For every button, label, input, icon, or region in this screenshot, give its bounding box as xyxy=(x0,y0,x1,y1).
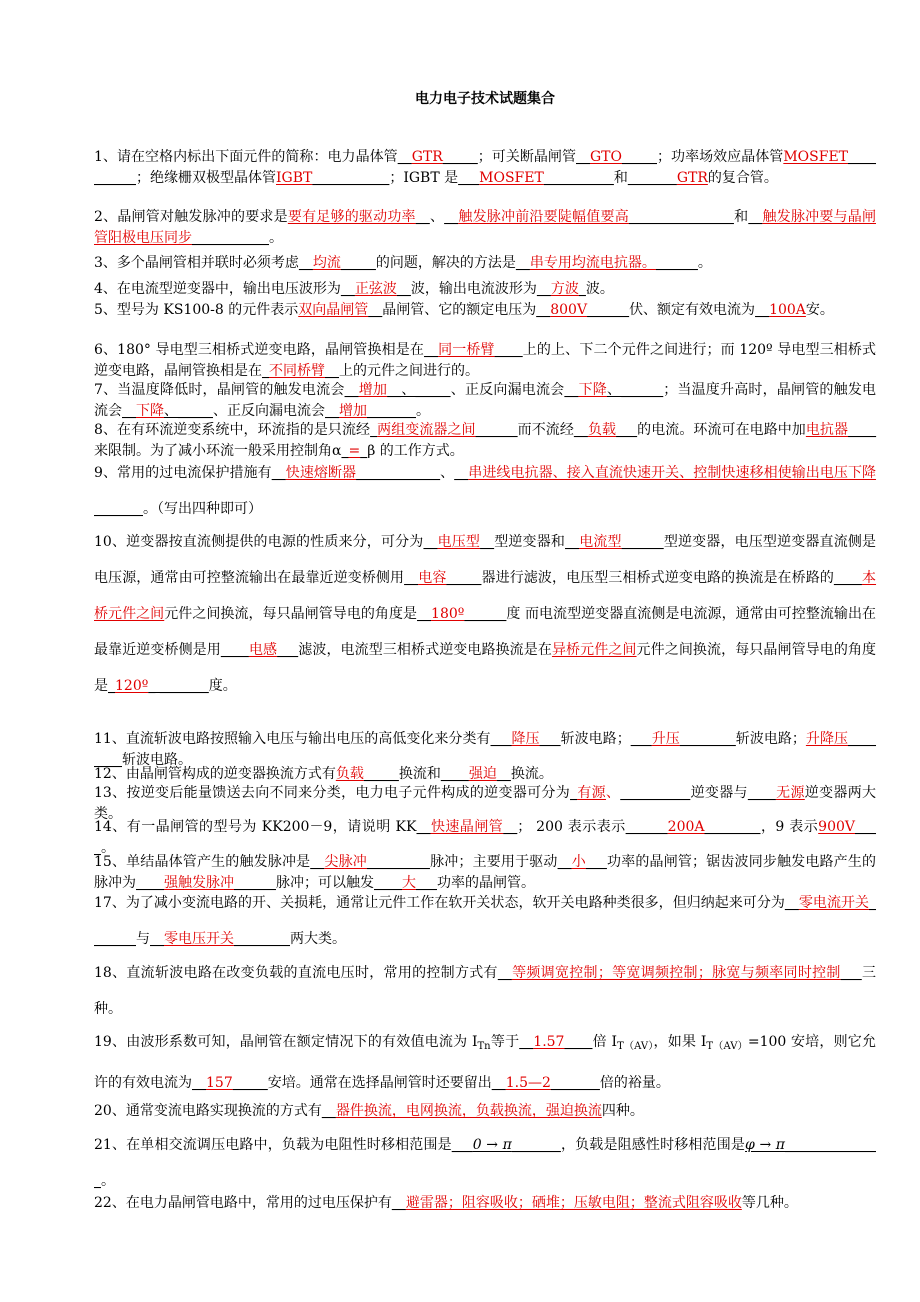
q20-answer-1: 器件换流，电网换流，负载换流，强迫换流 xyxy=(335,1103,602,1119)
q13-answer-1: 有源 xyxy=(577,785,606,801)
q15-text-4: 脉冲；可以触发 xyxy=(276,874,374,891)
q10-answer-4: 本桥元件之间 xyxy=(94,570,877,622)
q18-text-1: 18、直流斩波电路在改变负载的直流电压时，常用的控制方式有 xyxy=(94,965,498,981)
q5-answer-2: 800V xyxy=(550,302,588,318)
q12-text-2: 换流和 xyxy=(398,766,441,782)
q1-answer-3: MOSFET xyxy=(783,149,849,165)
q10-answer-8: 120º xyxy=(115,678,149,694)
q8-answer-4: = xyxy=(348,442,361,459)
q17-text-3: 两大类。 xyxy=(290,931,346,947)
q3-answer-1: 均流 xyxy=(312,255,341,271)
question-20: 20、通常变流电路实现换流的方式有__器件换流，电网换流，负载换流，强迫换流四种。 xyxy=(94,1103,644,1119)
question-5: 5、型号为 KS100-8 的元件表示双向晶闸管__晶闸管、它的额定电压为__800V______伏、额定有效电流为__100A安。 xyxy=(94,302,834,318)
q15-answer-3: 强触发脉冲 xyxy=(164,874,234,891)
q10-text-3: 型逆变器，电压型逆变器直流侧是电压源，通常由可控整流输出在最靠近逆变桥侧用 xyxy=(94,534,877,586)
question-12: 12、由晶闸管构成的逆变器换流方式有负载_____换流和____强迫__换流。 xyxy=(94,766,553,782)
q1-text-6: 和 xyxy=(613,169,628,186)
q4-text-1: 4、在电流型逆变器中，输出电压波形为 xyxy=(94,281,341,297)
q9-text-1: 9、常用的过电流保护措施有 xyxy=(94,465,272,481)
q19-text-5: =100 安培，则它允许的有效电流为 xyxy=(94,1034,877,1091)
q19-subscript-2: T（AV） xyxy=(617,1041,654,1052)
q8-text-1: 8、在有环流逆变系统中，环流指的是只流经 xyxy=(94,422,371,438)
q2-answer-1: 要有足够的驱动功率 xyxy=(287,209,416,225)
q17-text-1: 17、为了减小变流电路的开、关损耗，通常让元件工作在软开关状态，软开关电路种类很多，但归纳起来可分为 xyxy=(94,895,785,911)
q7-answer-4: 增加 xyxy=(339,402,367,419)
q6-text-3: 上的元件之间进行的。 xyxy=(339,362,479,379)
q7-text-4: 、正反向漏电流会 xyxy=(213,402,325,419)
question-8: 8、在有环流逆变系统中，环流指的是只流经_两组变流器之间______而不流经__负载___的电流。环流可在电路中加电抗器____来限制。为了减小环流一般采用控制角α_=_β 的工作方式。 xyxy=(94,422,877,459)
q11-text-3: 斩波电路； xyxy=(735,731,806,747)
q1-answer-6: GTR xyxy=(676,169,708,186)
q10-text-1: 10、逆变器按直流侧提供的电源的性质来分，可分为 xyxy=(94,534,424,550)
q8-answer-3: 电抗器 xyxy=(805,422,849,438)
q6-answer-1: 同一桥臂 xyxy=(437,342,495,358)
q2-answer-2: 触发脉冲前沿要陡幅值要高 xyxy=(458,209,629,225)
q11-text-1: 11、直流斩波电路按照输入电压与输出电压的高低变化来分类有 xyxy=(94,731,491,747)
q14-answer-1: 快速晶闸管 xyxy=(430,819,504,835)
q15-text-2: 脉冲；主要用于驱动 xyxy=(429,854,558,870)
question-11: 11、直流斩波电路按照输入电压与输出电压的高低变化来分类有___降压___斩波电路；___升压________斩波电路；升降压________斩波电路。 xyxy=(94,731,877,768)
q19-text-3: 倍 I xyxy=(592,1034,618,1050)
q5-text-2: 晶闸管、它的额定电压为 xyxy=(382,302,537,318)
q1-answer-5: MOSFET xyxy=(479,169,544,186)
q19-subscript-3: T（AV） xyxy=(706,1041,748,1052)
q8-text-4: 来限制。为了减小环流一般采用控制角α xyxy=(94,442,342,459)
q7-answer-1: 增加 xyxy=(358,382,388,398)
q4-text-3: 波。 xyxy=(585,281,614,297)
q13-text-3: 逆变器与 xyxy=(690,785,748,801)
q10-answer-3: 电容 xyxy=(418,570,447,586)
q7-text-5: 。 xyxy=(416,402,430,419)
q11-text-2: 斩波电路； xyxy=(560,731,631,747)
q8-answer-2: 负载 xyxy=(587,422,617,438)
q10-answer-6: 电感 xyxy=(248,642,278,658)
q8-text-3: 的电流。环流可在电路中加 xyxy=(637,422,806,438)
q7-answer-2: 下降 xyxy=(578,382,607,398)
question-7: 7、当温度降低时，晶闸管的触发电流会__增加__、_____、正反向漏电流会__下降、______；当温度升高时，晶闸管的触发电流会__下降、_____、正反向漏电流会__增加_______。 xyxy=(94,382,877,419)
q1-text-1: 1、请在空格内标出下面元件的简称：电力晶体管 xyxy=(94,149,398,165)
q2-text-2: 、 xyxy=(429,209,445,225)
q3-answer-2: 串专用均流电抗器。 xyxy=(529,255,656,271)
q10-text-7: 滤波，电流型三相桥式逆变电路换流是在 xyxy=(298,642,552,658)
q10-text-8: 元件之间换流，每只晶闸管导电的角度是 xyxy=(94,642,877,694)
q10-answer-2: 电流型 xyxy=(579,534,622,550)
q7-text-3: ；当温度升高时，晶闸管的触发电流会 xyxy=(94,382,877,419)
q10-text-2: 型逆变器和 xyxy=(494,534,566,550)
q7-text-1: 7、当温度降低时，晶闸管的触发电流会 xyxy=(94,382,345,398)
q15-answer-1: 尖脉冲 xyxy=(324,854,367,870)
q11-answer-2: 升压 xyxy=(651,731,680,747)
q12-text-3: 换流。 xyxy=(510,766,553,782)
q22-text-2: 等几种。 xyxy=(741,1195,798,1211)
question-15: 15、单结晶体管产生的触发脉冲是__尖脉冲_________脉冲；主要用于驱动__小___功率的晶闸管；锯齿波同步触发电路产生的脉冲为____强触发脉冲______脉冲；可以触发____大___功率的晶闸管。 xyxy=(94,854,876,891)
q6-text-2: 上的上、下二个元件之间进行；而 120º 导电型三相桥式逆变电路，晶闸管换相是在 xyxy=(94,342,877,379)
question-18: 18、直流斩波电路在改变负载的直流电压时，常用的控制方式有__等频调宽控制；等宽调频控制；脉宽与频率同时控制___三种。 xyxy=(94,965,876,1017)
q5-text-3: 伏、额定有效电流为 xyxy=(629,302,756,318)
q15-text-5: 功率的晶闸管。 xyxy=(437,874,535,891)
q15-text-1: 15、单结晶体管产生的触发脉冲是 xyxy=(94,854,311,870)
q8-text-5: β 的工作方式。 xyxy=(367,442,464,459)
q10-answer-7: 异桥元件之间 xyxy=(551,642,637,658)
question-1: 1、请在空格内标出下面元件的简称：电力晶体管__GTR_____；可关断晶闸管__GTO_____；功率场效应晶体管MOSFET__________；绝缘栅双极型晶体管IGBT___________；IGBT 是___MOSFET__________和_______GTR的复合管。 xyxy=(94,149,877,186)
q12-answer-1: 负载 xyxy=(335,766,364,782)
q1-text-4: ；绝缘栅双极型晶体管 xyxy=(136,169,276,186)
question-14: 14、有一晶闸管的型号为 KK200－9，请说明 KK__快速晶闸管__； 200 表示表示______200A________，9 表示900V____。 xyxy=(94,819,877,856)
q1-answer-2: GTO xyxy=(590,149,622,165)
q13-text-2: 、 xyxy=(605,785,621,801)
q9-answer-2: 串进线电抗器、接入直流快速开关、控制快速移相使输出电压下降 xyxy=(468,465,877,481)
q13-text-4: 逆变器两大类。 xyxy=(94,785,877,822)
q19-text-1: 19、由波形系数可知，晶闸管在额定情况下的有效值电流为 I xyxy=(94,1034,478,1050)
q21-answer-2: φ → π xyxy=(745,1137,785,1153)
q2-text-4: 。 xyxy=(269,229,283,246)
q19-text-7: 倍的裕量。 xyxy=(599,1075,670,1091)
q19-answer-1: 1.57 xyxy=(533,1034,565,1050)
q10-answer-5: 180º xyxy=(431,606,465,622)
q21-text-1: 21、在单相交流调压电路中，负载为电阻性时移相范围是 xyxy=(94,1137,452,1153)
q8-answer-1: 两组变流器之间 xyxy=(377,422,476,438)
q18-answer-1: 等频调宽控制；等宽调频控制；脉宽与频率同时控制 xyxy=(511,965,841,981)
q10-answer-1: 电压型 xyxy=(437,534,481,550)
question-22: 22、在电力晶闸管电路中，常用的过电压保护有__避雷器；阻容吸收；硒堆；压敏电阻；整流式阻容吸收等几种。 xyxy=(94,1195,798,1211)
q17-text-2: 与 xyxy=(136,931,150,947)
q14-text-3: ，9 表示 xyxy=(760,819,819,835)
q1-text-2: ；可关断晶闸管 xyxy=(477,149,576,165)
question-4: 4、在电流型逆变器中，输出电压波形为__正弦波__波，输出电流波形为__方波_波。 xyxy=(94,281,614,297)
q17-answer-1: 零电流开关 xyxy=(798,895,870,911)
q4-answer-2: 方波 xyxy=(550,281,579,297)
q9-text-2: 、 xyxy=(440,465,455,481)
q5-text-1: 5、型号为 KS100-8 的元件表示 xyxy=(94,302,299,318)
q3-text-1: 3、多个晶闸管相并联时必须考虑 xyxy=(94,255,299,271)
q11-answer-1: 降压 xyxy=(511,731,540,747)
question-3: 3、多个晶闸管相并联时必须考虑__均流_____的问题，解决的方法是__串专用均流电抗器。______。 xyxy=(94,255,712,271)
q2-text-3: 和 xyxy=(733,209,749,225)
q17-answer-2: 零电压开关 xyxy=(164,931,234,947)
q12-answer-2: 强迫 xyxy=(468,766,497,782)
q14-text-2: ； 200 表示表示 xyxy=(517,819,626,835)
question-6: 6、180° 导电型三相桥式逆变电路，晶闸管换相是在__同一桥臂____上的上、下二个元件之间进行；而 120º 导电型三相桥式逆变电路，晶闸管换相是在_不同桥臂__上的元件之间进行的。 xyxy=(94,342,877,379)
q19-answer-2: 157 xyxy=(206,1075,233,1091)
q21-text-2: ，负载是阻感性时移相范围是 xyxy=(560,1137,746,1153)
q19-text-4: ，如果 I xyxy=(653,1034,707,1050)
q14-text-4: 。 xyxy=(101,839,115,856)
q3-text-2: 的问题，解决的方法是 xyxy=(375,255,516,271)
q14-text-1: 14、有一晶闸管的型号为 KK200－9，请说明 KK xyxy=(94,819,417,835)
q10-text-5: 元件之间换流，每只晶闸管导电的角度是 xyxy=(164,606,418,622)
question-13: 13、按逆变后能量馈送去向不同来分类，电力电子元件构成的逆变器可分为_有源、__________逆变器与____无源逆变器两大类。 xyxy=(94,785,877,822)
q1-text-5: ；IGBT 是 xyxy=(389,169,459,186)
q15-answer-4: 大 xyxy=(402,874,416,891)
q11-text-4: 斩波电路。 xyxy=(122,751,192,768)
q19-subscript-1: Tn xyxy=(477,1041,491,1052)
q12-text-1: 12、由晶闸管构成的逆变器换流方式有 xyxy=(94,766,336,782)
question-19: 19、由波形系数可知，晶闸管在额定情况下的有效值电流为 $I_{Tn}$等于__1.57____倍 $I_{T(AV)}$，如果 $I_{T(AV)}=100$ 安培，则它允许的有效电流为__157_____安培。通常在选择晶闸管时还要留出__1.5—2_______倍的裕量。 xyxy=(94,1034,877,1091)
q2-text-1: 2、晶闸管对触发脉冲的要求是 xyxy=(94,209,288,225)
q14-answer-3: 900V xyxy=(818,819,856,835)
q9-text-3: 。（写出四种即可） xyxy=(143,501,262,517)
document-title: 电力电子技术试题集合 xyxy=(415,91,555,107)
q2-answer-3: 触发脉冲要与晶闸管阳极电压同步 xyxy=(94,209,877,246)
q15-text-3: 功率的晶闸管；锯齿波同步触发电路产生的脉冲为 xyxy=(94,854,876,891)
q1-answer-4: IGBT xyxy=(276,169,313,186)
q21-text-3: 。 xyxy=(101,1173,115,1189)
q10-text-4: 器进行滤波，电压型三相桥式逆变电路的换流是在桥路的 xyxy=(481,570,834,586)
q13-answer-2: 无源 xyxy=(775,785,805,801)
q9-answer-1: 快速熔断器 xyxy=(285,465,357,481)
q20-text-2: 四种。 xyxy=(601,1103,644,1119)
q4-answer-1: 正弦波 xyxy=(354,281,397,297)
question-9: 9、常用的过电流保护措施有__快速熔断器____________、__串进线电抗器、接入直流快速开关、控制快速移相使输出电压下降_______。（写出四种即可） xyxy=(94,465,877,517)
q20-text-1: 20、通常变流电路实现换流的方式有 xyxy=(94,1103,322,1119)
question-21: 21、在单相交流调压电路中，负载为电阻性时移相范围是___0 → π_______，负载是阻感性时移相范围是φ → π______________。 xyxy=(94,1137,876,1189)
q5-answer-1: 双向晶闸管 xyxy=(298,302,369,318)
q8-text-2: 而不流经 xyxy=(517,422,574,438)
q18-text-2: 三种。 xyxy=(94,965,876,1017)
q6-text-1: 6、180° 导电型三相桥式逆变电路，晶闸管换相是在 xyxy=(94,342,424,358)
q19-answer-3: 1.5—2 xyxy=(505,1075,551,1091)
q10-text-6: 度 而电流型逆变器直流侧是电流源，通常由可控整流输出在最靠近逆变桥侧是用 xyxy=(94,606,877,658)
q1-answer-1: GTR xyxy=(411,149,443,165)
q7-text-2: 、正反向漏电流会 xyxy=(450,382,565,398)
question-10: 10、逆变器按直流侧提供的电源的性质来分，可分为__电压型__型逆变器和__电流型______型逆变器，电压型逆变器直流侧是电压源，通常由可控整流输出在最靠近逆变桥侧用__电容_____器进行滤波，电压型三相桥式逆变电路的换流是在桥路的____本桥元件之间元件之间换流，每只晶闸管导电的角度是__180º______度 而电流型逆变器直流侧是电流源，通常由可控整流输出在最靠近逆变桥侧是用____电感___滤波，电流型三相桥式逆变电路换流是在异桥元件之间元件之间换流，每只晶闸管导电的角度是_120º_ _______度。 xyxy=(94,534,877,694)
q1-text-7: 的复合管。 xyxy=(707,169,778,186)
q5-text-4: 安。 xyxy=(805,302,834,318)
q1-text-3: ；功率场效应晶体管 xyxy=(657,149,784,165)
q22-text-1: 22、在电力晶闸管电路中，常用的过电压保护有 xyxy=(94,1195,392,1211)
q14-answer-2: 200A xyxy=(667,819,705,835)
q4-text-2: 波，输出电流波形为 xyxy=(410,281,537,297)
q22-answer-1: 避雷器；阻容吸收；硒堆；压敏电阻；整流式阻容吸收 xyxy=(405,1195,742,1211)
q3-text-3: 。 xyxy=(697,255,712,271)
q13-text-1: 13、按逆变后能量馈送去向不同来分类，电力电子元件构成的逆变器可分为 xyxy=(94,785,571,801)
question-2: 2、晶闸管对触发脉冲的要求是要有足够的驱动功率__、__触发脉冲前沿要陡幅值要高_______________和__触发脉冲要与晶闸管阳极电压同步___________。 xyxy=(94,209,877,246)
q6-answer-2: 不同桥臂 xyxy=(269,362,325,379)
q7-answer-3: 下降 xyxy=(136,402,164,419)
q10-text-9: 度。 xyxy=(208,678,237,694)
q5-answer-3: 100A xyxy=(769,302,806,318)
q15-answer-2: 小 xyxy=(571,854,586,870)
question-17: 17、为了减小变流电路的开、关损耗，通常让元件工作在软开关状态，软开关电路种类很多，但归纳起来可分为__零电流开关_______与__零电压开关________两大类。 xyxy=(94,895,877,947)
q19-text-2: 等于 xyxy=(490,1034,520,1050)
q19-text-6: 安培。通常在选择晶闸管时还要留出 xyxy=(267,1075,492,1091)
q21-answer-1: 0 → π xyxy=(472,1137,512,1153)
q11-answer-3: 升降压 xyxy=(805,731,849,747)
